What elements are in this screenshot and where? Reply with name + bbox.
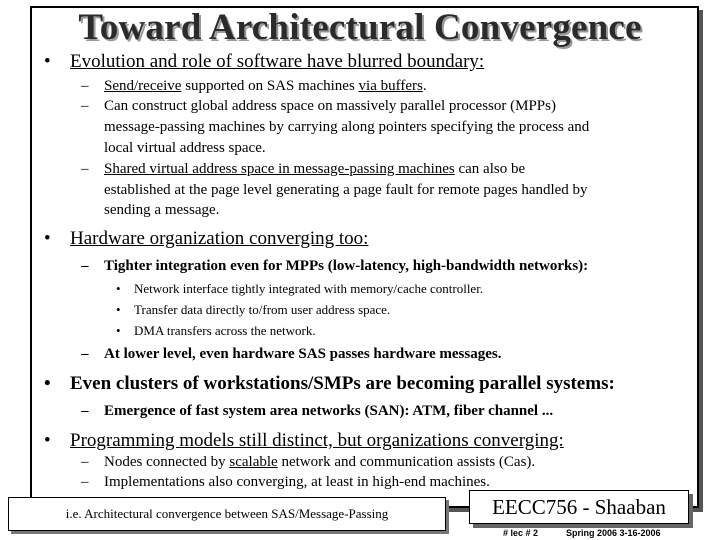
bullet-marker: • (116, 323, 121, 338)
text-run: Shared virtual address space in message-passing machines (104, 161, 455, 177)
text-run: via buffers (358, 78, 423, 94)
bullet-4-sub-1 (104, 454, 535, 471)
bullet-2-item-3: DMA transfers across the network. (134, 323, 316, 338)
text-run: Nodes connected by (104, 454, 230, 470)
bullet-4-text: Programming models still distinct, but organizations converging: (70, 430, 564, 451)
lecture-date: Spring 2006 3-16-2006 (566, 528, 661, 538)
bullet-1 (70, 51, 484, 73)
text-run: Send/receive (104, 78, 182, 94)
text-run: scalable (229, 454, 278, 470)
bullet-1-sub-3-line-3: sending a message. (104, 202, 220, 218)
convergence-note-box: i.e. Architectural convergence between SAS/Message-Passing (8, 497, 446, 531)
bullet-3-sub-1: Emergence of fast system area networks (SAN): ATM, fiber channel ... (104, 403, 554, 419)
bullet-1-sub-3-line-2: established at the page level generating a page fault for remote pages handled by (104, 182, 588, 198)
bullet-2-text: Hardware organization converging too: (70, 228, 369, 249)
bullet-marker: • (44, 430, 51, 451)
bullet-marker: • (44, 228, 51, 249)
dash-marker: – (81, 454, 89, 470)
lecture-number: # lec # 2 (503, 528, 539, 538)
dash-marker: – (81, 258, 89, 274)
bullet-1-sub-2-line-2: message-passing machines by carrying along pointers specifying the process and (104, 119, 590, 135)
bullet-1-text: Evolution and role of software have blurred boundary: (70, 51, 485, 72)
dash-marker: – (81, 403, 89, 419)
bullet-1-sub-2-line-3: local virtual address space. (104, 140, 266, 156)
bullet-2-sub-2: At lower level, even hardware SAS passes hardware messages. (104, 346, 502, 362)
text-run: . (422, 78, 427, 94)
bullet-marker: • (116, 281, 121, 296)
dash-marker: – (81, 78, 89, 94)
bullet-2 (70, 228, 368, 250)
bullet-4 (70, 430, 564, 452)
course-badge: EECC756 - Shaaban (469, 490, 689, 524)
slide-title: Toward Architectural Convergence (78, 7, 642, 48)
bullet-2-sub-1: Tighter integration even for MPPs (low-latency, high-bandwidth networks): (104, 258, 589, 274)
dash-marker: – (81, 346, 89, 362)
text-run: supported on SAS machines (181, 78, 359, 94)
bullet-marker: • (44, 51, 51, 72)
bullet-1-sub-1 (104, 78, 427, 95)
bullet-2-item-2: Transfer data directly to/from user address space. (134, 302, 391, 317)
dash-marker: – (81, 98, 89, 114)
bullet-marker: • (116, 302, 121, 317)
bullet-1-sub-2-line-1: Can construct global address space on massively parallel processor (MPPs) (104, 98, 556, 114)
text-run: network and communication assists (Cas). (277, 454, 536, 470)
bullet-3: Even clusters of workstations/SMPs are becoming parallel systems: (70, 373, 615, 394)
bullet-2-item-1: Network interface tightly integrated with memory/cache controller. (134, 281, 484, 296)
text-run: can also be (454, 161, 526, 177)
dash-marker: – (81, 161, 89, 177)
dash-marker: – (81, 474, 89, 490)
bullet-marker: • (44, 373, 51, 394)
bullet-1-sub-3-line-1 (104, 161, 525, 178)
bullet-4-sub-2: Implementations also converging, at least in high-end machines. (104, 474, 490, 490)
